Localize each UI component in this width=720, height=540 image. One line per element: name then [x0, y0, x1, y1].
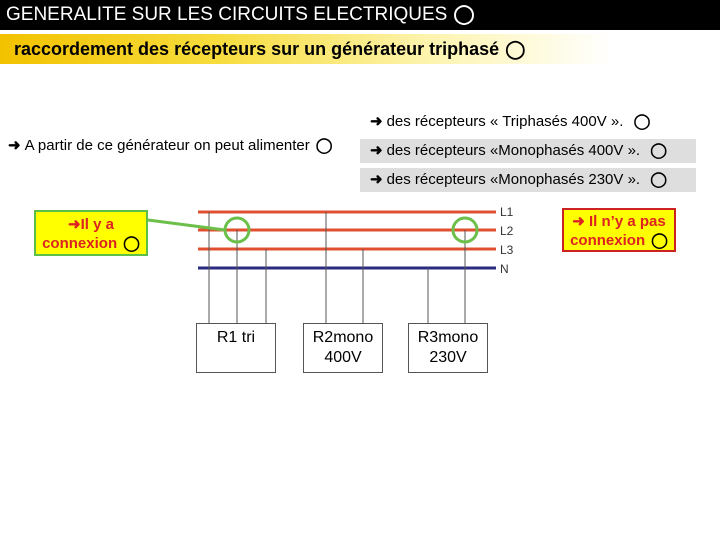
receiver-r2-line1: R2mono — [312, 329, 374, 346]
receiver-r1 — [196, 323, 276, 373]
page-subtitle: raccordement des récepteurs sur un générateur triphasé — [14, 39, 500, 59]
arrow-right-icon: ➜ — [370, 171, 383, 188]
connexion-pointer — [148, 220, 225, 230]
lightbulb-icon: ◯ — [315, 137, 333, 154]
lightbulb-icon: ◯ — [453, 4, 475, 25]
option-text: des récepteurs « Triphasés 400V ». — [386, 113, 628, 130]
option-text: des récepteurs «Monophasés 230V ». — [386, 171, 645, 188]
receiver-r3-line2: 230V — [429, 349, 467, 366]
wire-label-n: N — [500, 262, 509, 276]
wire-label-l1: L1 — [500, 205, 514, 219]
lightbulb-icon: ◯ — [633, 113, 651, 130]
connexion-line-1: ➜Il y a — [68, 216, 114, 233]
receiver-r1-line1: R1 tri — [216, 329, 256, 346]
no-connexion-line-1: ➜ Il n’y a pas — [572, 213, 666, 230]
connexion-callout — [34, 210, 148, 256]
lightbulb-icon: ◯ — [505, 39, 526, 59]
receiver-r3-line1: R3mono — [417, 329, 479, 346]
lightbulb-icon: ◯ — [651, 232, 668, 249]
receiver-r2 — [303, 323, 383, 373]
lightbulb-icon: ◯ — [123, 235, 140, 252]
arrow-right-icon: ➜ — [68, 216, 81, 233]
arrow-right-icon: ➜ — [572, 213, 585, 230]
wire-label-l2: L2 — [500, 224, 514, 238]
no-connexion-line-2: connexion ◯ — [570, 232, 668, 249]
arrow-right-icon: ➜ — [8, 137, 21, 154]
receiver-r2-line2: 400V — [324, 349, 362, 366]
arrow-right-icon: ➜ — [370, 142, 383, 159]
receiver-r3 — [408, 323, 488, 373]
connexion-line-2: connexion ◯ — [42, 235, 140, 252]
intro-label: A partir de ce générateur on peut alimenter — [24, 137, 310, 154]
lightbulb-icon: ◯ — [650, 171, 668, 188]
no-connexion-callout — [562, 208, 676, 252]
page-title: GENERALITE SUR LES CIRCUITS ELECTRIQUES — [6, 4, 448, 25]
lightbulb-icon: ◯ — [650, 142, 668, 159]
option-text: des récepteurs «Monophasés 400V ». — [386, 142, 645, 159]
wire-label-l3: L3 — [500, 243, 514, 257]
arrow-right-icon: ➜ — [370, 113, 383, 130]
